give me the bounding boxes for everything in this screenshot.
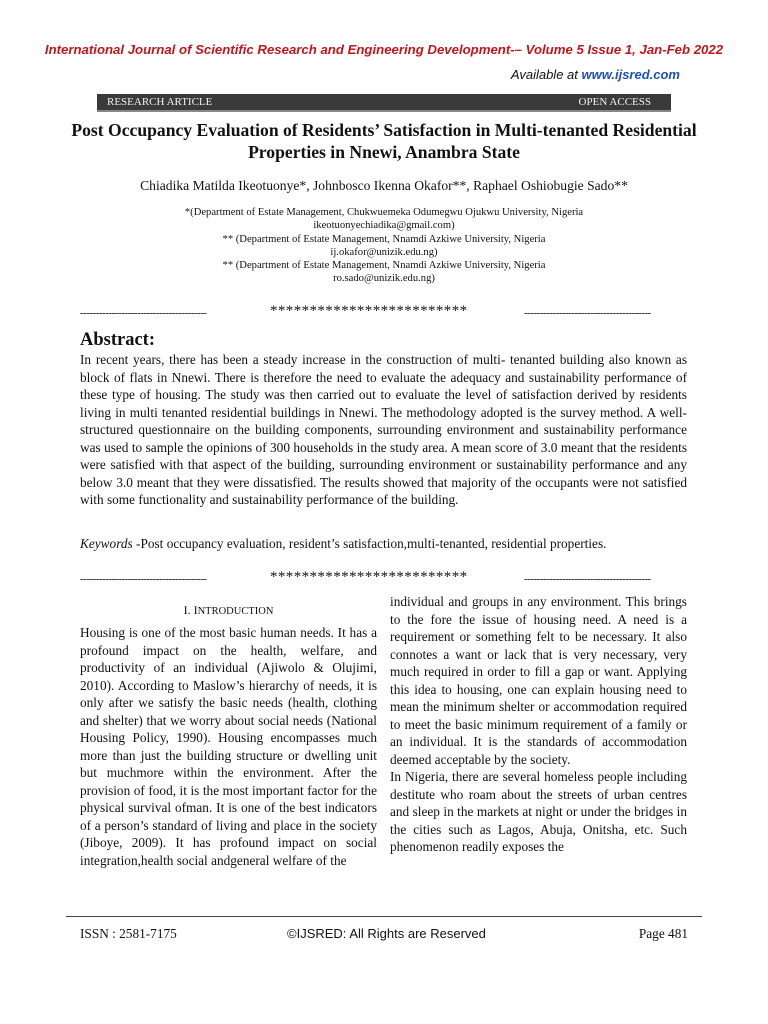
journal-url-link[interactable]: www.ijsred.com (581, 67, 680, 82)
separator-bottom (80, 571, 688, 585)
heading-rest: NTRODUCTION (197, 606, 274, 617)
open-access-label: OPEN ACCESS (578, 96, 651, 108)
available-at (511, 67, 680, 82)
affiliation-3: ** (Department of Estate Management, Nnamdi Azkiwe University, Nigeria (222, 260, 546, 272)
research-article-label: RESEARCH ARTICLE (107, 96, 213, 108)
affiliation-2: ** (Department of Estate Management, Nnamdi Azkiwe University, Nigeria (222, 233, 546, 245)
keywords-text: -Post occupancy evaluation, resident’s satisfaction,multi-tenanted, residential properties. (132, 536, 607, 551)
separator-dashes-right: ---------------------------------------- (524, 573, 651, 585)
affiliation-2-email[interactable]: ij.okafor@unizik.edu.ng) (330, 246, 438, 258)
separator-dashes-left: ---------------------------------------- (80, 573, 207, 585)
issn: ISSN : 2581-7175 (80, 926, 177, 941)
paper-title: Post Occupancy Evaluation of Residents’ Satisfaction in Multi-tenanted Residential Properties in Nnewi, Anambra State (71, 120, 697, 162)
separator-top (80, 305, 688, 319)
affiliation-3-email[interactable]: ro.sado@unizik.edu.ng) (333, 273, 435, 285)
copyright: ©IJSRED: All Rights are Reserved (287, 926, 486, 941)
intro-paragraph-1: Housing is one of the most basic human needs. It has a profound impact on the health, welfare, and productivity of an individual (Ajiwolo & Olujimi, 2010). According to Maslow’s hierarchy of needs, it is only after we satisfy the basic needs (health, clothing and shelter) that we worry about social needs (National Housing Policy, 1990). Housing encompasses much more than just the building structure or dwelling unit but muchmore within the environment. After the provision of food, it is the most important factor for the physical survival ofman. It is one of the best indicators of a person’s standard of living and place in the society (Jiboye, 2009). It has profound impact on social integration,health social andgeneral welfare of the (80, 625, 377, 868)
intro-paragraph-2: individual and groups in any environment. This brings to the fore the issue of housing need. A need is a requirement or something felt to be necessary. It also connotes a want or lack that is very necessary, very much required in order to fill a gap or want. Applying this idea to housing, one can explain housing need to mean the minimum shelter or accommodation required to meet the basic minimum requirement of a family or an individual. It is the standards of accommodation deemed acceptable by the society. (390, 594, 687, 767)
heading-initial: I (193, 603, 198, 617)
journal-header: International Journal of Scientific Research and Engineering Development-– Volume 5 Issue 1, Jan-Feb 2022 (44, 42, 724, 57)
affiliation-1-email[interactable]: ikeotuonyechiadika@gmail.com) (313, 220, 455, 232)
abstract-heading: Abstract: (80, 330, 156, 350)
separator-dashes-right: ---------------------------------------- (524, 307, 651, 319)
affiliations (0, 206, 768, 286)
keywords-label: Keywords (80, 536, 133, 551)
footer-divider (66, 916, 702, 917)
page-number: Page 481 (638, 926, 688, 941)
left-column (80, 624, 377, 869)
intro-paragraph-3: In Nigeria, there are several homeless people including destitute who roam about the streets of urban centres and sleep in the markets at night or under the bridges in the cities such as Lagos, Abuja, Onitsha, etc. Such phenomenon readily exposes the (390, 769, 687, 854)
keywords (80, 536, 687, 552)
article-type-banner (97, 94, 671, 112)
separator-stars: ************************* (270, 571, 468, 585)
affiliation-1: *(Department of Estate Management, Chukwuemeka Odumegwu Ojukwu University, Nigeria (184, 207, 584, 218)
introduction-heading (80, 603, 377, 618)
section-numeral: I. (183, 603, 194, 617)
abstract-text: In recent years, there has been a steady increase in the construction of multi- tenanted building also known as block of flats in Nnewi. There is therefore the need to evaluate the adequacy and sustainability performance of these type of housing. The study was then carried out to evaluate the level of satisfaction derived by residents living in multi tenanted residential buildings in Nnewi. The methodology adopted is the survey method. A well-structured questionnaire on the building components, surrounding environment and sustainability performance was used to sample the opinions of 300 households in the study area. A mean score of 3.0 meant that the residents were satisfied with that aspect of the building, surrounding environment or sustainability performance and any below 3.0 meant that they were dissatisfied. The results showed that majority of the occupants were not satisfied with some functionality and sustainability performance of the building. (80, 352, 687, 507)
separator-stars: ************************* (270, 305, 468, 319)
right-column (390, 593, 687, 856)
separator-dashes-left: ---------------------------------------- (80, 307, 207, 319)
available-prefix: Available at (510, 67, 582, 82)
author-list: Chiadika Matilda Ikeotuonye*, Johnbosco Ikenna Okafor**, Raphael Oshiobugie Sado** (140, 178, 628, 193)
